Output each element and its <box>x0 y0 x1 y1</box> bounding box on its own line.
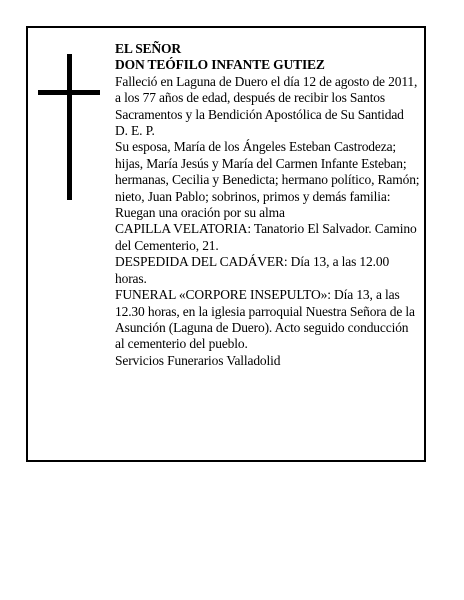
dep-text: D. E. P. <box>115 123 155 139</box>
death-statement: Falleció en Laguna de Duero el día 12 de agosto de 2011, a los 77 años de edad, después de recibir los Santos Sacramentos y la Bendición Apostólica de Su Santidad <box>115 73 418 122</box>
cross-icon <box>38 54 100 200</box>
chapel-info: CAPILLA VELATORIA: Tanatorio El Salvador. Camino del Cementerio, 21. <box>115 221 417 253</box>
farewell-info: DESPEDIDA DEL CADÁVER: Día 13, a las 12.00 horas. <box>115 254 390 286</box>
funeral-home: Servicios Funerarios Valladolid <box>115 352 281 368</box>
family-list: Su esposa, María de los Ángeles Esteban Castrodeza; hijas, María Jesús y María del Carmen Infante Esteban; hermanas, Cecilia y Benedicta; hermano político, Ramón; nieto, Juan Pablo; sobrinos, primos y demás familia: <box>115 139 420 204</box>
notice-text <box>115 41 421 369</box>
prayer-request: Ruegan una oración por su alma <box>115 205 285 221</box>
cross-horizontal-bar <box>38 90 100 95</box>
deceased-name: DON TEÓFILO INFANTE GUTIEZ <box>115 57 325 73</box>
cross-vertical-bar <box>67 54 72 200</box>
notice-title: EL SEÑOR <box>115 41 181 56</box>
obituary-notice <box>26 26 426 462</box>
funeral-info: FUNERAL «CORPORE INSEPULTO»: Día 13, a las 12.30 horas, en la iglesia parroquial Nuestra Señora de la Asunción (Laguna de Duero). Acto seguido conducción al cementerio del pueblo. <box>115 287 415 352</box>
